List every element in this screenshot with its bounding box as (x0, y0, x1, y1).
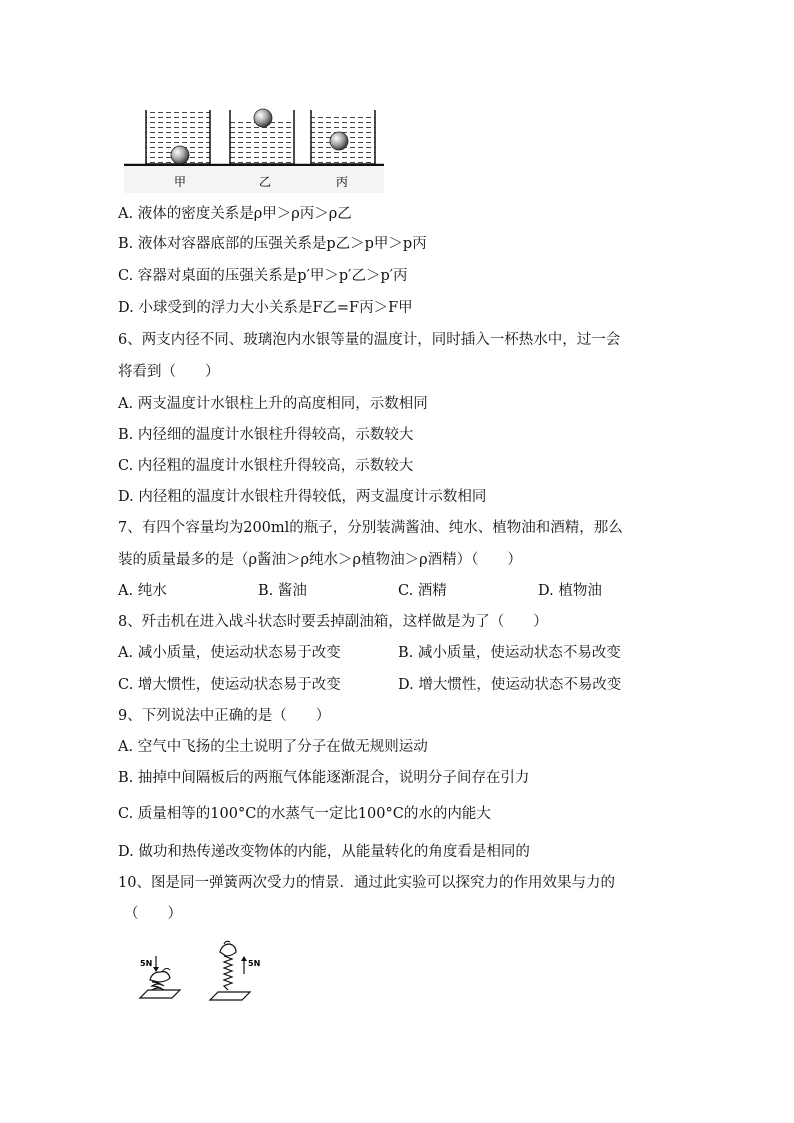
ball-bing (330, 132, 348, 150)
q9-option-a: A. 空气中飞扬的尘土说明了分子在做无规则运动 (118, 739, 428, 755)
q6-stem-line1: 6、两支内径不同、玻璃泡内水银等量的温度计，同时插入一杯热水中，过一会 (118, 332, 621, 348)
q8-option-b: B. 减小质量，使运动状态不易改变 (398, 645, 621, 661)
q7-stem-line2: 装的质量最多的是（ρ酱油＞ρ纯水＞ρ植物油＞ρ酒精）（ ） (118, 552, 522, 568)
container-yi (230, 109, 294, 164)
spring-figure (136, 940, 276, 1010)
q6-option-d: D. 内径粗的温度计水银柱升得较低，两支温度计示数相同 (118, 489, 487, 505)
q7-option-a: A. 纯水 (118, 583, 167, 599)
container-jia (146, 110, 210, 164)
q6-option-a: A. 两支温度计水银柱上升的高度相同，示数相同 (118, 396, 428, 412)
q8-option-d: D. 增大惯性，使运动状态不易改变 (398, 677, 622, 693)
containers-figure (118, 100, 386, 195)
spring-stretched (210, 941, 260, 1000)
q5-option-a: A. 液体的密度关系是ρ甲＞ρ丙＞ρ乙 (118, 206, 352, 222)
spring-compressed (140, 956, 180, 998)
q7-stem-line1: 7、有四个容量均为200ml的瓶子，分别装满酱油、纯水、植物油和酒精，那么 (118, 520, 623, 536)
q7-option-b: B. 酱油 (258, 583, 307, 599)
force-label-left: 5N (140, 959, 153, 968)
q9-option-c: C. 质量相等的100°C的水蒸气一定比100°C的水的内能大 (118, 806, 491, 822)
ball-jia (171, 146, 189, 164)
ball-yi (254, 109, 272, 127)
q5-option-c: C. 容器对桌面的压强关系是p′甲＞p′乙＞p′丙 (118, 268, 408, 284)
q9-option-d: D. 做功和热传递改变物体的内能，从能量转化的角度看是相同的 (118, 844, 530, 860)
label-yi: 乙 (259, 175, 272, 189)
container-bing (311, 110, 375, 164)
q10-stem-line2: （ ） (124, 906, 182, 922)
label-jia: 甲 (174, 175, 187, 189)
q9-stem: 9、下列说法中正确的是（ ） (118, 708, 331, 724)
q5-option-d: D. 小球受到的浮力大小关系是F乙=F丙＞F甲 (118, 300, 413, 316)
q8-option-a: A. 减小质量，使运动状态易于改变 (118, 645, 341, 661)
q7-option-d: D. 植物油 (538, 583, 602, 599)
q10-stem-line1: 10、图是同一弹簧两次受力的情景．通过此实验可以探究力的作用效果与力的 (118, 875, 615, 891)
label-bing: 丙 (336, 175, 349, 189)
q6-stem-line2: 将看到（ ） (118, 364, 220, 380)
q8-stem: 8、歼击机在进入战斗状态时要丢掉副油箱，这样做是为了（ ） (118, 614, 548, 630)
q6-option-b: B. 内径细的温度计水银柱升得较高，示数较大 (118, 427, 414, 443)
q8-option-c: C. 增大惯性，使运动状态易于改变 (118, 677, 341, 693)
q9-option-b: B. 抽掉中间隔板后的两瓶气体能逐渐混合，说明分子间存在引力 (118, 770, 530, 786)
q6-option-c: C. 内径粗的温度计水银柱升得较高，示数较大 (118, 458, 414, 474)
q7-option-c: C. 酒精 (398, 583, 447, 599)
force-label-right: 5N (248, 959, 261, 968)
q5-option-b: B. 液体对容器底部的压强关系是p乙＞p甲＞p丙 (118, 236, 427, 252)
